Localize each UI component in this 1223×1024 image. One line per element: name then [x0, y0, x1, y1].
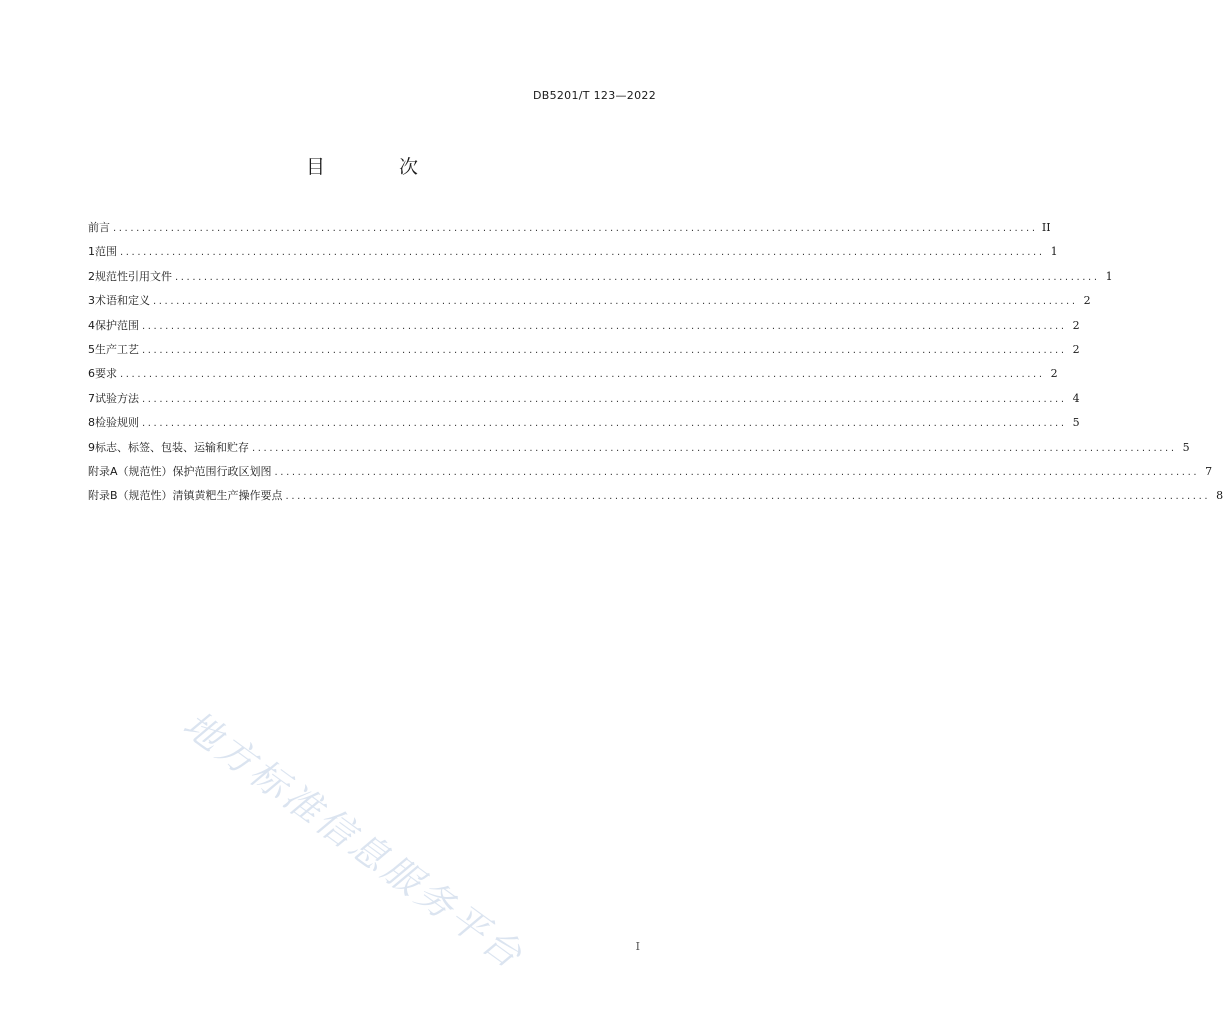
toc-entry-page-number: 4 [1072, 391, 1080, 405]
toc-entry-leader-dots: ................................................................................................................................................................ [120, 369, 1045, 381]
page-number: I [635, 940, 640, 953]
toc-entry-title: 标志、标签、包装、运输和贮存 [95, 440, 249, 454]
toc-entry-title: 生产工艺 [95, 342, 139, 356]
toc-entry-page-number: 7 [1205, 464, 1213, 478]
toc-entry-number: 7 [88, 391, 95, 405]
toc-entry-number: 2 [88, 269, 95, 283]
toc-entry-title: 检验规则 [95, 416, 139, 430]
toc-entry-number: 3 [88, 294, 95, 308]
toc-entry-title: 清镇黄粑生产操作要点 [172, 489, 283, 503]
toc-entry-page-number: 2 [1072, 318, 1080, 332]
toc-entry[interactable] [88, 341, 1080, 365]
toc-entry-number: 4 [88, 318, 95, 332]
toc-entry-title: 保护范围行政区划图 [172, 464, 272, 478]
toc-entry-appendix-label: 附录B（规范性） [88, 489, 173, 503]
toc-entry[interactable] [88, 292, 1091, 316]
toc-entry-page-number: 2 [1050, 367, 1058, 381]
toc-entry-page-number: 2 [1083, 294, 1091, 308]
toc-entry-number: 5 [88, 342, 95, 356]
toc-entry-page-number: 8 [1216, 489, 1223, 503]
toc-entry-leader-dots: ................................................................................................................................................................ [113, 223, 1038, 234]
toc-entry-title: 要求 [95, 367, 117, 381]
toc-entry-number: 1 [88, 245, 95, 259]
toc-entry-leader-dots: ................................................................................................................................................................ [252, 442, 1177, 454]
toc-entry-leader-dots: ................................................................................................................................................................ [285, 491, 1211, 503]
toc-entry-page-number: 2 [1072, 342, 1080, 356]
toc-entry-page-number: 5 [1072, 416, 1080, 430]
toc-entry-page-number: 1 [1050, 245, 1058, 259]
toc-entry-leader-dots: ................................................................................................................................................................ [142, 320, 1067, 332]
document-code: DB5201/T 123—2022 [532, 89, 656, 102]
toc-entry-title: 保护范围 [95, 318, 139, 332]
toc-entry-number: 8 [88, 416, 95, 430]
toc-entry-title: 试验方法 [95, 391, 139, 405]
toc-entry-leader-dots: ................................................................................................................................................................ [142, 418, 1067, 430]
toc-entry-page-number: 5 [1182, 440, 1190, 454]
toc-entry-page-number: 1 [1105, 269, 1113, 283]
toc-entry-leader-dots: ................................................................................................................................................................ [120, 247, 1045, 259]
toc-entry[interactable] [88, 219, 1051, 243]
toc-entry[interactable] [88, 439, 1190, 463]
toc-entry-leader-dots: ................................................................................................................................................................ [142, 344, 1067, 356]
toc-entry-number: 9 [88, 440, 95, 454]
toc-entry-leader-dots: ................................................................................................................................................................ [142, 393, 1067, 405]
toc-entry-title: 术语和定义 [95, 294, 150, 308]
toc-entry-page-number: II [1041, 221, 1051, 234]
table-of-contents [88, 219, 1223, 512]
toc-entry-leader-dots: ................................................................................................................................................................ [274, 466, 1200, 478]
toc-entry[interactable] [88, 487, 1223, 511]
toc-entry[interactable] [88, 268, 1113, 292]
toc-entry-number: 6 [88, 367, 95, 381]
toc-entry-title: 前言 [88, 221, 110, 234]
toc-entry[interactable] [88, 390, 1080, 414]
toc-entry-title: 规范性引用文件 [95, 269, 172, 283]
toc-entry[interactable] [88, 243, 1058, 267]
toc-entry-leader-dots: ................................................................................................................................................................ [153, 296, 1078, 308]
watermark-text: 地方标准信息服务平台 [175, 702, 533, 979]
toc-entry[interactable] [88, 463, 1213, 487]
toc-title: 目 次 [305, 156, 453, 178]
toc-entry-leader-dots: ................................................................................................................................................................ [175, 271, 1100, 283]
toc-entry-title: 范围 [95, 245, 117, 259]
toc-entry[interactable] [88, 414, 1080, 438]
toc-entry[interactable] [88, 365, 1058, 389]
toc-entry-appendix-label: 附录A（规范性） [88, 464, 173, 478]
toc-entry[interactable] [88, 317, 1080, 341]
